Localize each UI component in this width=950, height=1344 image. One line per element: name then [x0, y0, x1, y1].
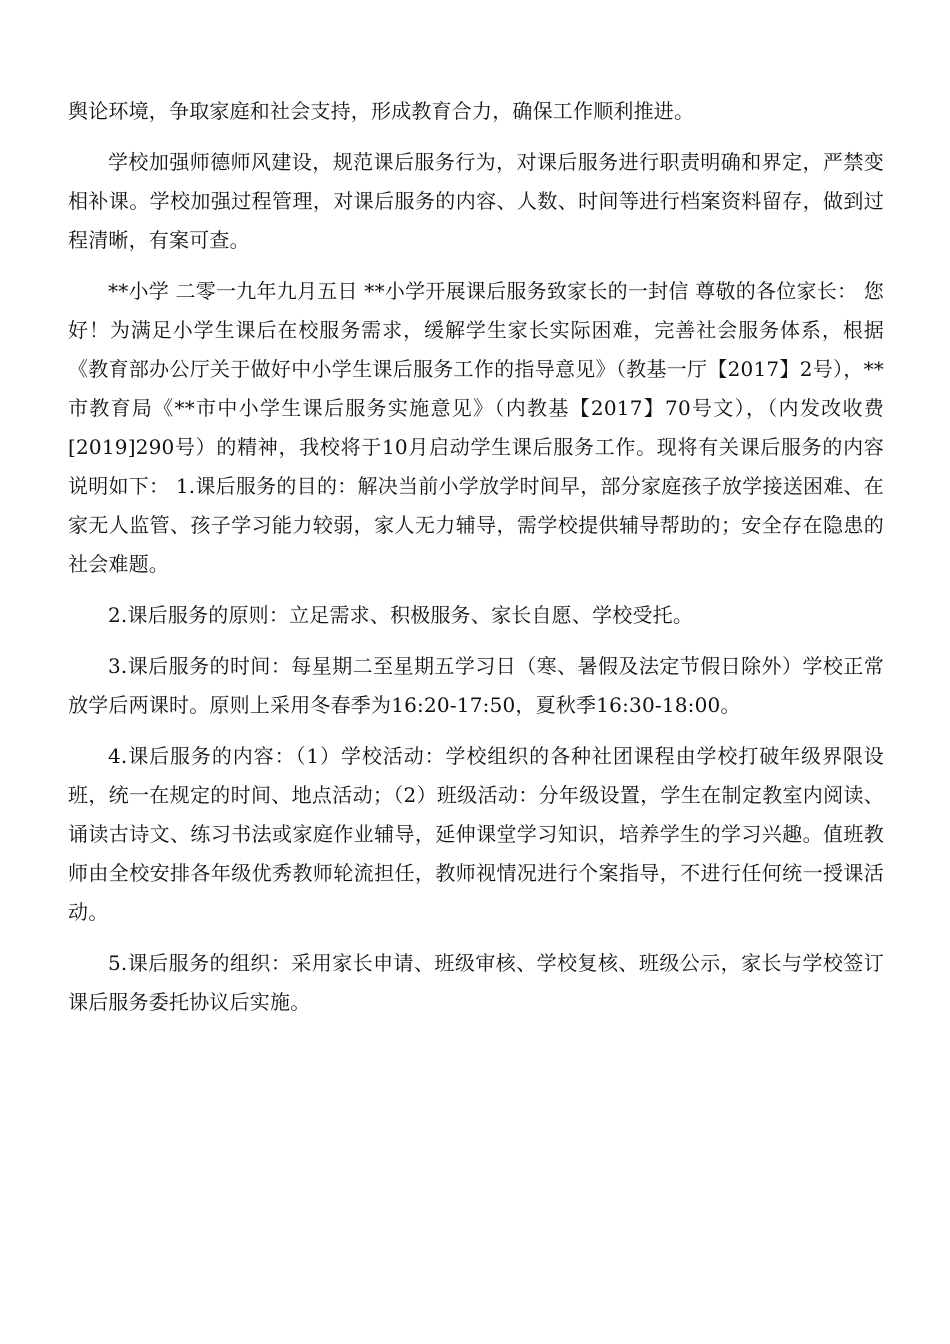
paragraph-organization: 5.课后服务的组织：采用家长申请、班级审核、学校复核、班级公示，家长与学校签订课后服务委托协议后实施。 — [68, 951, 884, 1014]
paragraph-time: 3.课后服务的时间：每星期二至星期五学习日（寒、暑假及法定节假日除外）学校正常放学后两课时。原则上采用冬春季为16:20-17:50，夏秋季16:30-18:00。 — [68, 654, 884, 717]
paragraph-teacher-ethics: 学校加强师德师风建设，规范课后服务行为，对课后服务进行职责明确和界定，严禁变相补课。学校加强过程管理，对课后服务的内容、人数、时间等进行档案资料留存，做到过程清晰，有案可查。 — [68, 150, 884, 252]
paragraph-content: 4.课后服务的内容：（1）学校活动：学校组织的各种社团课程由学校打破年级界限设班，统一在规定的时间、地点活动；（2）班级活动：分年级设置，学生在制定教室内阅读、诵读古诗文、练习书法或家庭作业辅导，延伸课堂学习知识，培养学生的学习兴趣。值班教师由全校安排各年级优秀教师轮流担任，教师视情况进行个案指导，不进行任何统一授课活动。 — [68, 744, 884, 924]
paragraph-principle: 2.课后服务的原则：立足需求、积极服务、家长自愿、学校受托。 — [108, 603, 694, 627]
paragraph-letter-intro: **小学 二零一九年九月五日 **小学开展课后服务致家长的一封信 尊敬的各位家长： 您好！为满足小学生课后在校服务需求，缓解学生家长实际困难，完善社会服务体系，根据《教育部办公厅关于做好中小学生课后服务工作的指导意见》（教基一厅【2017】2号），**市教育局《**市中小学生课后服务实施意见》（内教基【2017】70号文），（内发改收费[2019]290号）的精神，我校将于10月启动学生课后服务工作。现将有关课后服务的内容说明如下： 1.课后服务的目的：解决当前小学放学时间早，部分家庭孩子放学接送困难、在家无人监管、孩子学习能力较弱，家人无力辅导，需学校提供辅导帮助的；安全存在隐患的社会难题。 — [68, 279, 884, 576]
paragraph-continuation: 舆论环境，争取家庭和社会支持，形成教育合力，确保工作顺利推进。 — [68, 99, 695, 123]
document-body — [68, 92, 884, 1034]
